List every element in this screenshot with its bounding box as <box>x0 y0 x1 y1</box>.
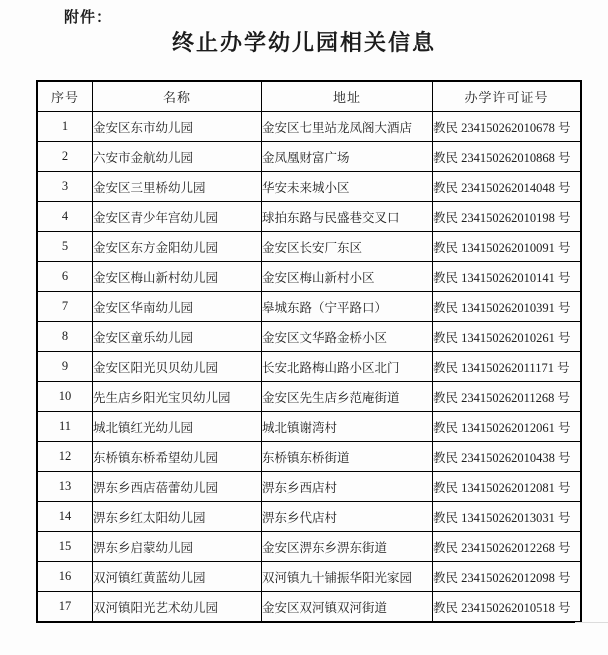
address-cell: 淠东乡代店村 <box>262 502 433 532</box>
kindergarten-table <box>36 80 582 623</box>
license-cell: 教民 234150262014048 号 <box>433 172 582 202</box>
seq-cell: 12 <box>37 442 93 472</box>
address-cell: 金安区双河镇双河街道 <box>262 592 433 623</box>
license-cell: 教民 234150262012098 号 <box>433 562 582 592</box>
table-row <box>37 202 581 232</box>
license-cell: 教民 234150262010198 号 <box>433 202 582 232</box>
seq-cell: 4 <box>37 202 93 232</box>
name-cell: 东桥镇东桥希望幼儿园 <box>93 442 262 472</box>
table-row <box>37 442 581 472</box>
table-row <box>37 322 581 352</box>
name-cell: 金安区童乐幼儿园 <box>93 322 262 352</box>
address-cell: 金安区长安厂东区 <box>262 232 433 262</box>
license-cell: 教民 134150262011171 号 <box>433 352 582 382</box>
table-row <box>37 562 581 592</box>
table-body <box>37 112 581 623</box>
name-cell: 金安区东市幼儿园 <box>93 112 262 142</box>
address-cell: 双河镇九十铺振华阳光家园 <box>262 562 433 592</box>
seq-cell: 11 <box>37 412 93 442</box>
license-cell: 教民 134150262010391 号 <box>433 292 582 322</box>
table-row <box>37 352 581 382</box>
address-cell: 金安区七里站龙凤阁大酒店 <box>262 112 433 142</box>
license-cell: 教民 134150262010261 号 <box>433 322 582 352</box>
name-cell: 淠东乡红太阳幼儿园 <box>93 502 262 532</box>
table-row <box>37 292 581 322</box>
license-cell: 教民 134150262010091 号 <box>433 232 582 262</box>
name-cell: 双河镇红黄蓝幼儿园 <box>93 562 262 592</box>
address-cell: 华安未来城小区 <box>262 172 433 202</box>
table-row <box>37 172 581 202</box>
seq-cell: 7 <box>37 292 93 322</box>
address-cell: 长安北路梅山路小区北门 <box>262 352 433 382</box>
table-row <box>37 532 581 562</box>
address-cell: 金安区文华路金桥小区 <box>262 322 433 352</box>
seq-cell: 9 <box>37 352 93 382</box>
license-cell: 教民 234150262010438 号 <box>433 442 582 472</box>
name-cell: 金安区青少年宫幼儿园 <box>93 202 262 232</box>
header-address: 地址 <box>262 81 433 112</box>
seq-cell: 1 <box>37 112 93 142</box>
name-cell: 城北镇红光幼儿园 <box>93 412 262 442</box>
license-cell: 教民 234150262010678 号 <box>433 112 582 142</box>
name-cell: 金安区三里桥幼儿园 <box>93 172 262 202</box>
attachment-label: 附件： <box>64 10 113 26</box>
name-cell: 淠东乡启蒙幼儿园 <box>93 532 262 562</box>
address-cell: 金凤凰财富广场 <box>262 142 433 172</box>
table-row <box>37 472 581 502</box>
seq-cell: 8 <box>37 322 93 352</box>
table-row <box>37 412 581 442</box>
table-row <box>37 382 581 412</box>
seq-cell: 10 <box>37 382 93 412</box>
seq-cell: 15 <box>37 532 93 562</box>
header-seq: 序号 <box>37 81 93 112</box>
license-cell: 教民 234150262012268 号 <box>433 532 582 562</box>
seq-cell: 17 <box>37 592 93 623</box>
license-cell: 教民 234150262011268 号 <box>433 382 582 412</box>
name-cell: 金安区梅山新村幼儿园 <box>93 262 262 292</box>
name-cell: 淠东乡西店蓓蕾幼儿园 <box>93 472 262 502</box>
seq-cell: 16 <box>37 562 93 592</box>
table-header <box>37 81 581 112</box>
name-cell: 双河镇阳光艺术幼儿园 <box>93 592 262 623</box>
seq-cell: 5 <box>37 232 93 262</box>
page-title: 终止办学幼儿园相关信息 <box>171 30 436 55</box>
seq-cell: 3 <box>37 172 93 202</box>
seq-cell: 13 <box>37 472 93 502</box>
name-cell: 六安市金航幼儿园 <box>93 142 262 172</box>
license-cell: 教民 134150262012081 号 <box>433 472 582 502</box>
header-license: 办学许可证号 <box>433 81 582 112</box>
license-cell: 教民 134150262010141 号 <box>433 262 582 292</box>
license-cell: 教民 134150262013031 号 <box>433 502 582 532</box>
table-row <box>37 262 581 292</box>
address-cell: 金安区先生店乡范庵街道 <box>262 382 433 412</box>
name-cell: 先生店乡阳光宝贝幼儿园 <box>93 382 262 412</box>
address-cell: 金安区淠东乡淠东街道 <box>262 532 433 562</box>
address-cell: 城北镇谢湾村 <box>262 412 433 442</box>
seq-cell: 14 <box>37 502 93 532</box>
seq-cell: 2 <box>37 142 93 172</box>
address-cell: 球拍东路与民盛巷交叉口 <box>262 202 433 232</box>
header-name: 名称 <box>93 81 262 112</box>
name-cell: 金安区东方金阳幼儿园 <box>93 232 262 262</box>
address-cell: 金安区梅山新村小区 <box>262 262 433 292</box>
license-cell: 教民 234150262010518 号 <box>433 592 582 623</box>
seq-cell: 6 <box>37 262 93 292</box>
address-cell: 东桥镇东桥街道 <box>262 442 433 472</box>
table-row <box>37 592 581 623</box>
address-cell: 皋城东路（宁平路口） <box>262 292 433 322</box>
address-cell: 淠东乡西店村 <box>262 472 433 502</box>
table-row <box>37 232 581 262</box>
name-cell: 金安区阳光贝贝幼儿园 <box>93 352 262 382</box>
license-cell: 教民 234150262010868 号 <box>433 142 582 172</box>
name-cell: 金安区华南幼儿园 <box>93 292 262 322</box>
table-row <box>37 112 581 142</box>
table-row <box>37 502 581 532</box>
table-header-row <box>37 81 581 112</box>
table-row <box>37 142 581 172</box>
page-edge-artifact <box>575 622 608 623</box>
license-cell: 教民 134150262012061 号 <box>433 412 582 442</box>
